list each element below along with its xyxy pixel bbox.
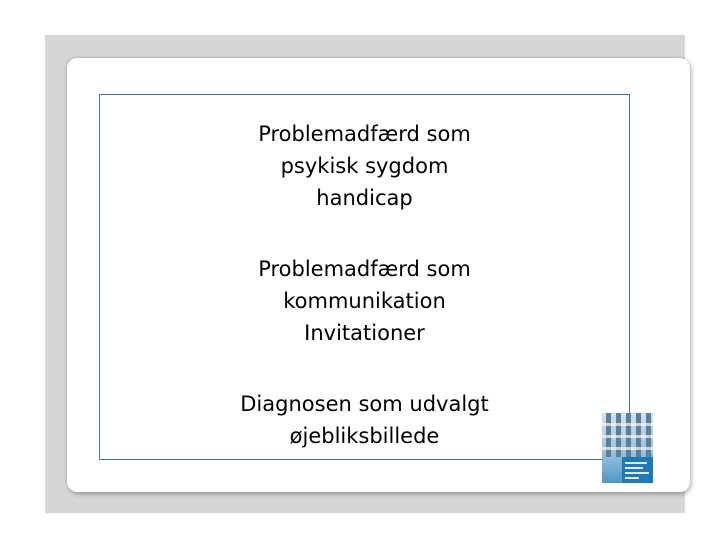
content-frame [99,94,630,460]
text-line: Problemadfærd som [258,122,471,146]
text-block-behavior-as-communication [100,253,629,349]
text-line: Problemadfærd som [258,257,471,281]
text-line: Diagnosen som udvalgt [240,392,489,416]
text-block-behavior-as-illness [100,118,629,214]
text-line: kommunikation [283,289,446,313]
text-line: Invitationer [304,321,425,345]
text-block-diagnosis-snapshot [100,388,629,452]
text-line: handicap [316,186,413,210]
text-line: psykisk sygdom [280,154,449,178]
text-line: øjebliksbillede [289,424,440,448]
book-cover-thumbnail-icon [602,413,653,483]
